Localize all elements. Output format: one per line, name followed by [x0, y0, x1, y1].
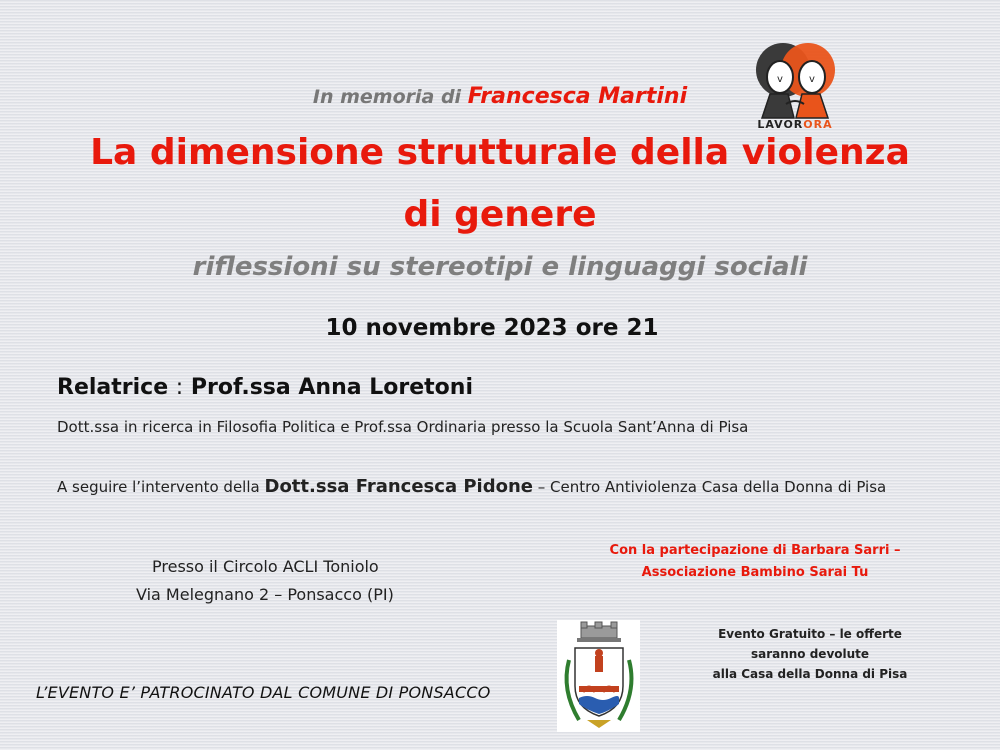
logo-text-dark: LAVOR [757, 118, 804, 131]
memorial-prefix: In memoria di [312, 86, 462, 108]
svg-text:v: v [809, 74, 815, 85]
speaker-name: Prof.ssa Anna Loretoni [190, 375, 473, 400]
coat-of-arms-icon [557, 620, 640, 732]
memorial-line [0, 84, 1000, 109]
participation-line-2: Associazione Bambino Sarai Tu [641, 565, 869, 580]
event-date: 10 novembre 2023 ore 21 [325, 315, 659, 341]
follow-suffix: – Centro Antiviolenza Casa della Donna di Pisa [537, 478, 887, 496]
free-event-line-2: saranno devolute [750, 647, 870, 661]
venue-line-2: Via Melegnano 2 – Ponsacco (PI) [136, 585, 394, 604]
lavorora-logo-icon [750, 30, 840, 132]
logo-text-accent: ORA [803, 118, 833, 131]
ponsacco-crest [557, 620, 640, 732]
logo-text [750, 118, 840, 131]
speaker-line [57, 375, 473, 400]
lavorora-logo [750, 30, 840, 132]
free-event-line-1: Evento Gratuito – le offerte [718, 627, 902, 641]
speaker-separator: : [175, 375, 184, 400]
venue-line-1: Presso il Circolo ACLI Toniolo [152, 557, 379, 576]
memorial-name: Francesca Martini [467, 84, 688, 109]
follow-name: Dott.ssa Francesca Pidone [264, 476, 533, 497]
speaker-description: Dott.ssa in ricerca in Filosofia Politica e Prof.ssa Ordinaria presso la Scuola Sant’Anna di Pisa [57, 418, 749, 436]
subtitle: riflessioni su stereotipi e linguaggi sociali [192, 252, 808, 282]
follow-prefix: A seguire l’intervento della [57, 478, 260, 496]
title-line-2: di genere [403, 194, 597, 235]
speaker-label: Relatrice [57, 375, 169, 400]
patronage-notice: L’EVENTO E’ PATROCINATO DAL COMUNE DI PONSACCO [36, 683, 491, 702]
participation-line-1: Con la partecipazione di Barbara Sarri – [609, 543, 901, 558]
title-line-1: La dimensione strutturale della violenza [90, 132, 910, 173]
svg-text:v: v [777, 74, 783, 85]
follow-up-speaker [57, 476, 886, 497]
free-event-line-3: alla Casa della Donna di Pisa [712, 667, 908, 681]
